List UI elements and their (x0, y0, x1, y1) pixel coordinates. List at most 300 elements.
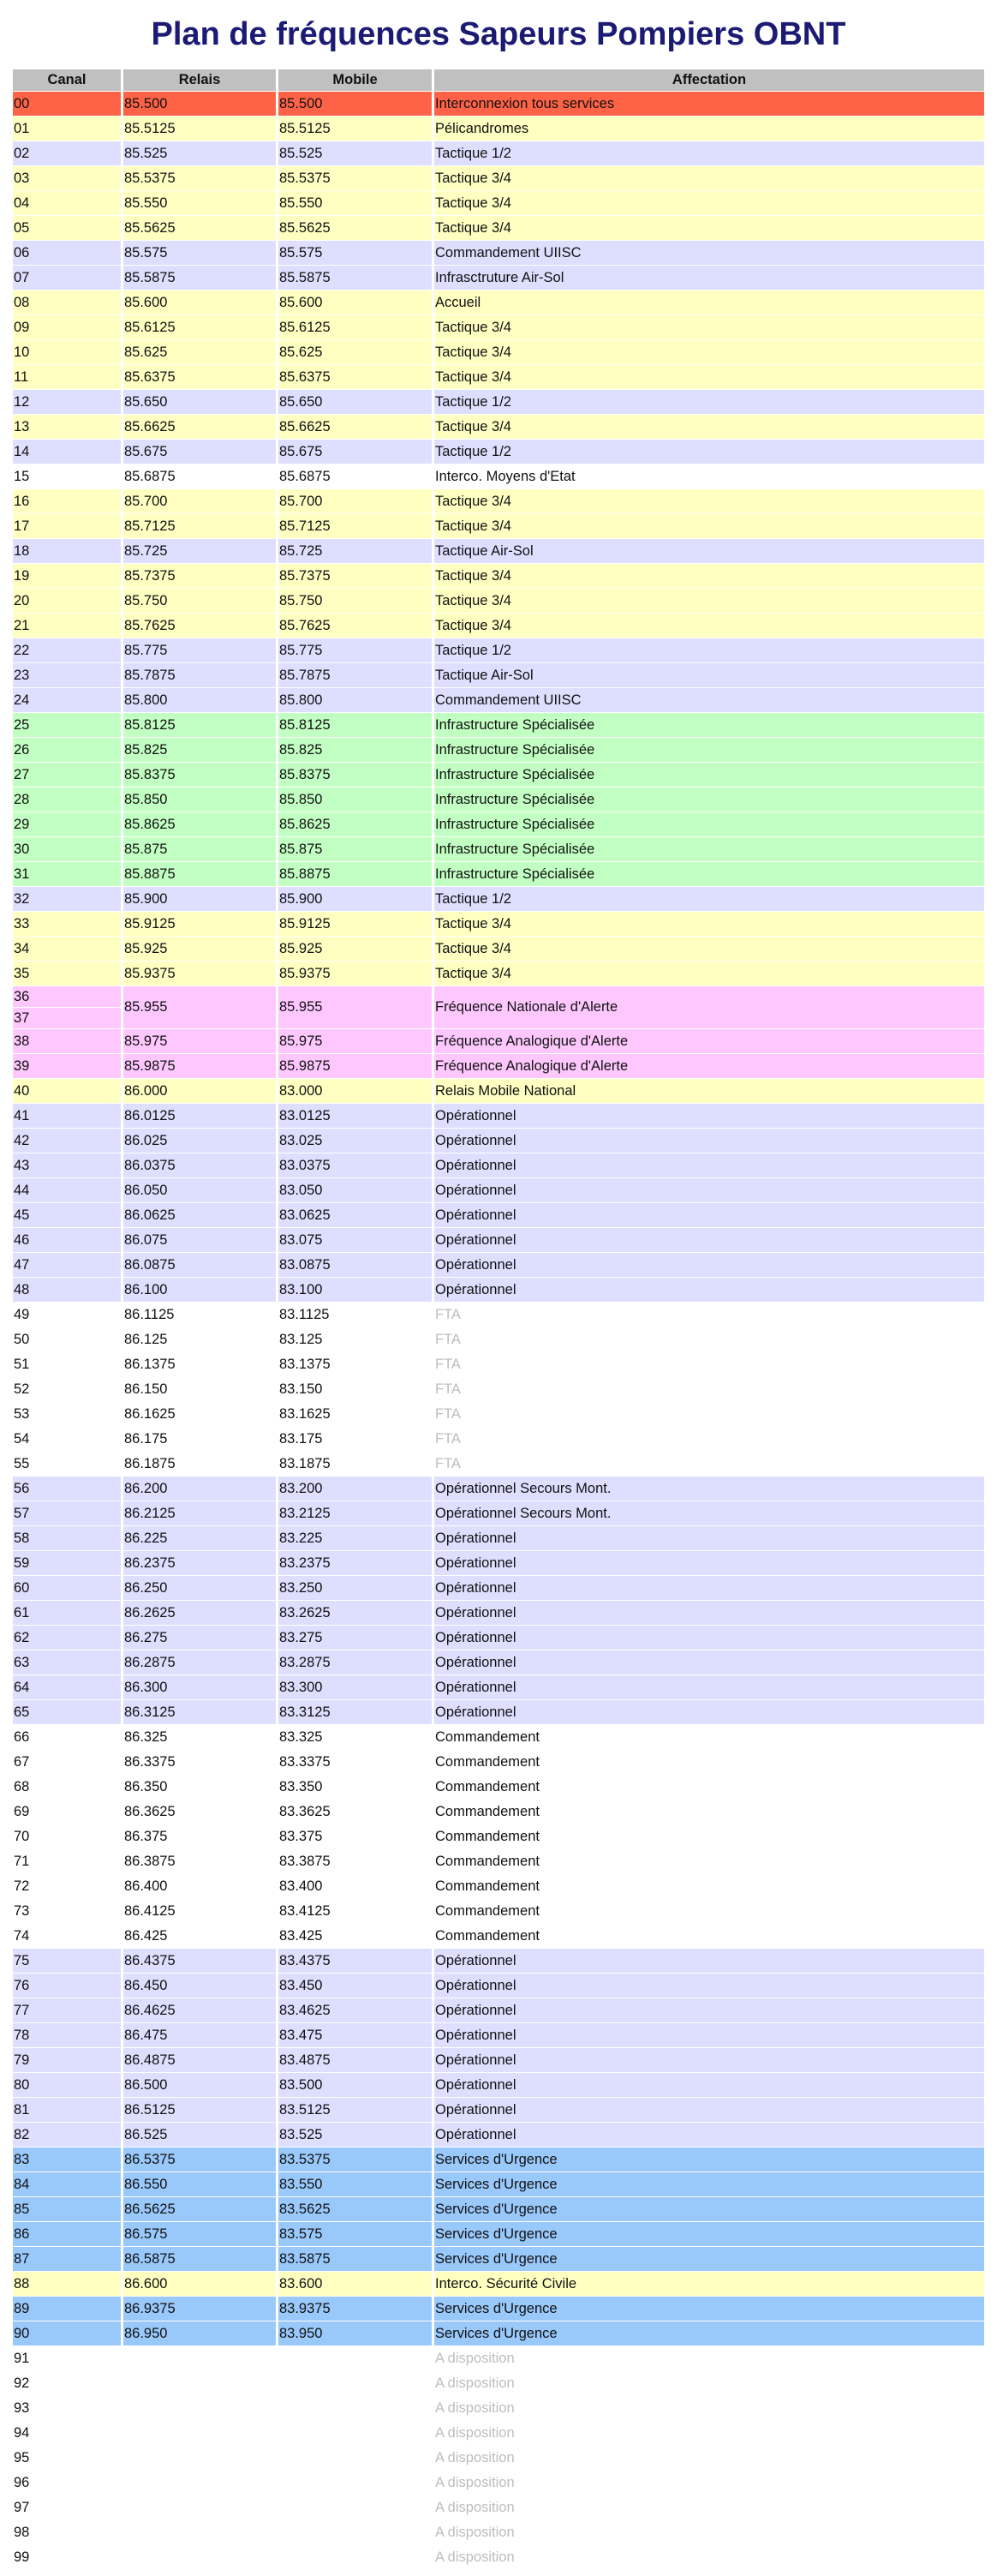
cell-affectation: Relais Mobile National (434, 1079, 984, 1103)
cell-affectation: Infrastructure Spécialisée (434, 763, 984, 787)
cell-canal: 98 (14, 2524, 30, 2540)
table-row (13, 415, 984, 439)
table-row (13, 1526, 984, 1550)
cell-relais: 85.700 (123, 489, 276, 513)
cell-affectation: Services d'Urgence (434, 2148, 984, 2172)
cell-canal: 06 (13, 241, 121, 265)
cell-affectation: Opérationnel (434, 1104, 984, 1128)
table-row (13, 564, 984, 588)
cell-mobile: 85.7375 (278, 564, 432, 588)
cell-affectation: Opérationnel (434, 1626, 984, 1650)
cell-canal: 07 (13, 266, 121, 290)
cell-affectation: Tactique 3/4 (434, 415, 984, 439)
cell-canal: 76 (13, 1974, 121, 1998)
cell-mobile: 83.4125 (279, 1902, 331, 1919)
cell-relais: 85.575 (123, 241, 276, 265)
table-row (13, 1079, 984, 1103)
cell-affectation: Opérationnel (434, 1974, 984, 1998)
cell-mobile: 83.300 (278, 1675, 432, 1699)
table-row (13, 390, 984, 414)
cell-affectation: Tactique 3/4 (434, 614, 984, 638)
cell-mobile: 83.550 (278, 2172, 432, 2196)
cell-relais: 86.100 (123, 1278, 276, 1302)
cell-canal: 77 (13, 1998, 121, 2022)
cell-relais: 86.4125 (124, 1902, 176, 1919)
cell-relais: 85.7375 (123, 564, 276, 588)
cell-relais: 86.5625 (123, 2197, 276, 2221)
cell-relais: 85.850 (123, 788, 276, 812)
cell-mobile (278, 2446, 432, 2470)
cell-mobile: 85.900 (278, 887, 432, 911)
cell-relais: 86.4875 (123, 2048, 276, 2072)
cell-relais: 86.475 (123, 2023, 276, 2047)
cell-affectation: Opérationnel (434, 1601, 984, 1625)
cell-mobile: 85.625 (278, 340, 432, 364)
cell-relais: 86.500 (123, 2073, 276, 2097)
table-row (13, 1551, 984, 1575)
table-row (13, 1278, 984, 1302)
cell-mobile: 83.2625 (278, 1601, 432, 1625)
cell-relais: 85.5375 (123, 166, 276, 190)
cell-relais (123, 2346, 276, 2370)
table-row (13, 266, 984, 290)
cell-affectation: Opérationnel (434, 2023, 984, 2047)
cell-mobile: 85.7875 (278, 663, 432, 687)
cell-affectation: Tactique 3/4 (434, 912, 984, 936)
table-row (13, 1253, 984, 1277)
cell-affectation: Commandement UIISC (434, 241, 984, 265)
cell-canal: 80 (13, 2073, 121, 2097)
cell-affectation: FTA (435, 1356, 461, 1372)
cell-canal: 41 (13, 1104, 121, 1128)
cell-relais: 86.125 (124, 1331, 168, 1347)
cell-relais: 85.925 (123, 937, 276, 961)
cell-canal: 09 (13, 315, 121, 339)
cell-relais: 86.2125 (123, 1501, 276, 1525)
cell-mobile: 83.025 (278, 1129, 432, 1153)
table-row (13, 141, 984, 165)
cell-affectation: Infrastructure Spécialisée (434, 837, 984, 861)
cell-relais: 85.6875 (124, 468, 176, 484)
cell-canal: 24 (13, 688, 121, 712)
cell-affectation: Tactique 3/4 (434, 166, 984, 190)
cell-canal: 96 (14, 2474, 30, 2490)
cell-affectation: Tactique Air-Sol (434, 663, 984, 687)
cell-canal: 81 (13, 2098, 121, 2122)
cell-canal: 95 (14, 2449, 30, 2465)
cell-canal: 75 (13, 1949, 121, 1973)
cell-mobile: 85.700 (278, 489, 432, 513)
cell-mobile: 83.075 (278, 1228, 432, 1252)
cell-canal: 22 (13, 638, 121, 662)
cell-canal: 49 (14, 1306, 30, 1322)
cell-affectation: Tactique 3/4 (434, 489, 984, 513)
cell-canal: 54 (14, 1430, 30, 1447)
table-row (13, 1303, 984, 1327)
cell-canal: 42 (13, 1129, 121, 1153)
cell-relais: 85.825 (123, 738, 276, 762)
cell-relais: 86.300 (123, 1675, 276, 1699)
cell-affectation: Commandement (435, 1927, 540, 1944)
table-row (13, 912, 984, 936)
cell-relais (123, 2421, 276, 2445)
table-row (13, 1427, 984, 1451)
cell-mobile: 83.425 (279, 1927, 323, 1944)
cell-canal: 27 (13, 763, 121, 787)
table-row (13, 1750, 984, 1774)
cell-canal: 67 (14, 1753, 30, 1770)
cell-affectation: Tactique 3/4 (434, 564, 984, 588)
cell-mobile: 85.975 (278, 1029, 432, 1053)
cell-canal: 89 (13, 2297, 121, 2321)
cell-canal: 17 (13, 514, 121, 538)
cell-relais: 85.750 (123, 589, 276, 613)
cell-affectation: Pélicandromes (434, 117, 984, 141)
table-row (13, 1029, 984, 1053)
cell-mobile: 83.3375 (279, 1753, 331, 1770)
header-affectation: Affectation (434, 69, 984, 91)
cell-mobile: 85.775 (278, 638, 432, 662)
cell-affectation: Interconnexion tous services (434, 92, 984, 116)
table-row (13, 2421, 984, 2445)
cell-mobile: 85.800 (278, 688, 432, 712)
cell-relais: 85.9375 (123, 962, 276, 985)
cell-affectation: Services d'Urgence (434, 2222, 984, 2246)
cell-affectation: Opérationnel (434, 1700, 984, 1724)
cell-affectation: Tactique 3/4 (434, 365, 984, 389)
cell-relais: 85.875 (123, 837, 276, 861)
cell-mobile: 83.5625 (278, 2197, 432, 2221)
cell-canal: 72 (14, 1878, 30, 1894)
cell-relais: 85.5875 (123, 266, 276, 290)
cell-affectation: Commandement (435, 1878, 540, 1894)
table-row (13, 1626, 984, 1650)
cell-canal: 66 (14, 1728, 30, 1745)
table-row (13, 962, 984, 985)
cell-canal: 65 (13, 1700, 121, 1724)
cell-mobile: 83.200 (278, 1477, 432, 1501)
table-row (13, 2272, 984, 2296)
cell-affectation: Opérationnel (434, 1178, 984, 1202)
cell-canal: 20 (13, 589, 121, 613)
cell-canal: 73 (14, 1902, 30, 1919)
cell-relais: 85.775 (123, 638, 276, 662)
cell-affectation: Opérationnel (434, 1675, 984, 1699)
cell-canal: 32 (13, 887, 121, 911)
cell-canal: 70 (14, 1828, 30, 1844)
table-row (13, 1974, 984, 1998)
cell-affectation: Tactique 3/4 (434, 962, 984, 985)
cell-canal: 10 (13, 340, 121, 364)
cell-affectation: Fréquence Nationale d'Alerte (434, 986, 984, 1028)
table-row (13, 1203, 984, 1227)
cell-mobile: 83.375 (279, 1828, 323, 1844)
cell-mobile (278, 2421, 432, 2445)
table-row (13, 514, 984, 538)
cell-mobile: 85.5125 (278, 117, 432, 141)
cell-affectation: Interco. Moyens d'Etat (435, 468, 576, 484)
cell-canal: 79 (13, 2048, 121, 2072)
header-relais: Relais (123, 69, 276, 91)
cell-relais: 85.8375 (123, 763, 276, 787)
table-row (13, 1352, 984, 1376)
cell-affectation: Commandement (435, 1803, 540, 1819)
cell-affectation: A disposition (435, 2449, 515, 2465)
cell-canal: 51 (14, 1356, 30, 1372)
cell-affectation: Commandement UIISC (434, 688, 984, 712)
table-row (13, 464, 984, 488)
table-row (13, 2148, 984, 2172)
table-row (13, 2197, 984, 2221)
cell-affectation: Infrastructure Spécialisée (434, 862, 984, 886)
cell-mobile: 85.725 (278, 539, 432, 563)
cell-mobile (278, 2545, 432, 2569)
cell-mobile: 83.0125 (278, 1104, 432, 1128)
cell-mobile: 83.1875 (279, 1455, 331, 1471)
cell-affectation: FTA (435, 1331, 461, 1347)
cell-relais: 85.600 (123, 291, 276, 315)
cell-mobile: 83.5125 (278, 2098, 432, 2122)
cell-relais: 86.325 (124, 1728, 168, 1745)
cell-affectation: Commandement (435, 1778, 540, 1794)
cell-mobile: 83.4875 (278, 2048, 432, 2072)
cell-canal: 02 (13, 141, 121, 165)
table-row (13, 2073, 984, 2097)
cell-mobile (278, 2396, 432, 2420)
cell-canal: 11 (13, 365, 121, 389)
cell-affectation: Commandement (435, 1728, 540, 1745)
cell-relais: 86.525 (123, 2123, 276, 2147)
cell-mobile: 83.000 (278, 1079, 432, 1103)
table-row (13, 1601, 984, 1625)
cell-relais: 86.275 (123, 1626, 276, 1650)
table-row (13, 1800, 984, 1824)
cell-relais: 85.650 (123, 390, 276, 414)
cell-relais: 86.200 (123, 1477, 276, 1501)
cell-canal: 55 (14, 1455, 30, 1471)
cell-canal: 83 (13, 2148, 121, 2172)
cell-mobile: 83.1375 (279, 1356, 331, 1372)
cell-relais: 85.7875 (123, 663, 276, 687)
cell-affectation: Commandement (435, 1753, 540, 1770)
table-row (13, 1104, 984, 1128)
cell-affectation: Tactique 3/4 (434, 589, 984, 613)
cell-mobile: 83.325 (279, 1728, 323, 1745)
cell-relais: 86.5125 (123, 2098, 276, 2122)
table-row (13, 1949, 984, 1973)
cell-canal: 15 (14, 468, 30, 484)
table-row (13, 1874, 984, 1898)
cell-mobile: 85.500 (278, 92, 432, 116)
cell-canal: 33 (13, 912, 121, 936)
cell-mobile: 83.600 (278, 2272, 432, 2296)
table-row (13, 365, 984, 389)
cell-canal: 52 (14, 1381, 30, 1397)
cell-mobile: 83.2875 (278, 1650, 432, 1674)
cell-mobile (278, 2371, 432, 2395)
table-row (13, 2123, 984, 2147)
cell-affectation: Opérationnel (434, 1576, 984, 1600)
cell-mobile: 83.1625 (279, 1405, 331, 1422)
cell-relais: 86.0625 (123, 1203, 276, 1227)
cell-mobile: 85.875 (278, 837, 432, 861)
cell-relais: 86.400 (124, 1878, 168, 1894)
cell-relais: 86.2375 (123, 1551, 276, 1575)
cell-affectation: A disposition (435, 2499, 515, 2515)
cell-relais (123, 2471, 276, 2495)
cell-canal: 50 (14, 1331, 30, 1347)
table-row (13, 788, 984, 812)
table-row (13, 763, 984, 787)
table-row (13, 688, 984, 712)
table-row (13, 589, 984, 613)
cell-relais: 86.3625 (124, 1803, 176, 1819)
cell-mobile: 83.275 (278, 1626, 432, 1650)
cell-affectation: A disposition (435, 2424, 515, 2441)
table-row (13, 1650, 984, 1674)
cell-mobile: 85.5375 (278, 166, 432, 190)
cell-mobile: 83.350 (279, 1778, 323, 1794)
table-row (13, 2446, 984, 2470)
cell-mobile: 83.4375 (278, 1949, 432, 1973)
cell-canal: 85 (13, 2197, 121, 2221)
cell-canal: 28 (13, 788, 121, 812)
cell-canal: 62 (13, 1626, 121, 1650)
cell-affectation: Tactique 1/2 (434, 440, 984, 464)
cell-mobile: 83.175 (279, 1430, 323, 1447)
cell-relais (123, 2371, 276, 2395)
cell-canal: 30 (13, 837, 121, 861)
cell-relais: 85.725 (123, 539, 276, 563)
cell-canal: 46 (13, 1228, 121, 1252)
cell-canal: 45 (13, 1203, 121, 1227)
cell-mobile: 85.6375 (278, 365, 432, 389)
cell-canal: 29 (13, 812, 121, 836)
cell-relais: 86.4625 (123, 1998, 276, 2022)
cell-mobile: 83.9375 (278, 2297, 432, 2321)
cell-relais: 85.7625 (123, 614, 276, 638)
cell-canal: 34 (13, 937, 121, 961)
cell-relais (123, 2396, 276, 2420)
cell-canal: 59 (13, 1551, 121, 1575)
cell-relais: 86.350 (124, 1778, 168, 1794)
cell-canal: 47 (13, 1253, 121, 1277)
cell-mobile (278, 2495, 432, 2519)
cell-affectation: Commandement (435, 1828, 540, 1844)
table-row (13, 1700, 984, 1724)
cell-affectation: Commandement (435, 1902, 540, 1919)
cell-relais: 86.1375 (124, 1356, 176, 1372)
cell-mobile: 85.6125 (278, 315, 432, 339)
table-row (13, 1775, 984, 1799)
cell-canal: 94 (14, 2424, 30, 2441)
cell-mobile: 85.9375 (278, 962, 432, 985)
cell-mobile: 83.4625 (278, 1998, 432, 2022)
table-row (13, 1402, 984, 1426)
cell-mobile: 83.400 (279, 1878, 323, 1894)
cell-canal: 61 (13, 1601, 121, 1625)
cell-relais: 86.025 (123, 1129, 276, 1153)
table-row (13, 2048, 984, 2072)
table-row (13, 2172, 984, 2196)
table-row (13, 166, 984, 190)
table-row (13, 2545, 984, 2569)
cell-mobile: 85.850 (278, 788, 432, 812)
cell-canal: 26 (13, 738, 121, 762)
cell-mobile: 85.925 (278, 937, 432, 961)
cell-relais (123, 2545, 276, 2569)
table-row (13, 1899, 984, 1923)
cell-affectation: Services d'Urgence (434, 2172, 984, 2196)
cell-relais: 85.6375 (123, 365, 276, 389)
cell-mobile: 85.6875 (279, 468, 331, 484)
cell-canal: 08 (13, 291, 121, 315)
cell-relais: 86.5875 (123, 2247, 276, 2271)
header-mobile: Mobile (278, 69, 432, 91)
cell-affectation: Tactique 3/4 (434, 937, 984, 961)
cell-mobile: 83.225 (278, 1526, 432, 1550)
table-row (13, 2321, 984, 2345)
cell-canal: 48 (13, 1278, 121, 1302)
cell-mobile: 83.050 (278, 1178, 432, 1202)
table-row (13, 1998, 984, 2022)
cell-canal: 87 (13, 2247, 121, 2271)
table-row (13, 986, 984, 1007)
cell-mobile: 85.650 (278, 390, 432, 414)
cell-affectation: Services d'Urgence (434, 2297, 984, 2321)
cell-mobile: 85.525 (278, 141, 432, 165)
table-row (13, 638, 984, 662)
cell-canal: 13 (13, 415, 121, 439)
table-row (13, 2098, 984, 2122)
cell-affectation: Services d'Urgence (434, 2321, 984, 2345)
table-row (13, 216, 984, 240)
cell-affectation: Services d'Urgence (434, 2197, 984, 2221)
cell-affectation: FTA (435, 1381, 461, 1397)
cell-canal: 91 (14, 2350, 30, 2366)
cell-relais: 86.4375 (123, 1949, 276, 1973)
table-row (13, 1178, 984, 1202)
cell-mobile: 85.7125 (278, 514, 432, 538)
table-row (13, 614, 984, 638)
cell-affectation: Infrasctruture Air-Sol (434, 266, 984, 290)
cell-relais: 85.900 (123, 887, 276, 911)
cell-canal: 93 (14, 2399, 30, 2416)
cell-relais (123, 2446, 276, 2470)
cell-affectation: Opérationnel (434, 1551, 984, 1575)
cell-canal: 19 (13, 564, 121, 588)
cell-affectation: FTA (435, 1306, 461, 1322)
cell-affectation: Fréquence Analogique d'Alerte (434, 1054, 984, 1078)
cell-affectation: Opérationnel (434, 1526, 984, 1550)
cell-affectation: Infrastructure Spécialisée (434, 812, 984, 836)
table-row (13, 2371, 984, 2395)
cell-relais: 85.8625 (123, 812, 276, 836)
cell-relais: 86.1625 (124, 1405, 176, 1422)
cell-mobile: 83.525 (278, 2123, 432, 2147)
cell-relais: 85.7125 (123, 514, 276, 538)
cell-relais: 86.0125 (123, 1104, 276, 1128)
cell-affectation: Tactique 1/2 (434, 887, 984, 911)
cell-affectation: Commandement (435, 1853, 540, 1869)
cell-canal: 16 (13, 489, 121, 513)
cell-canal: 86 (13, 2222, 121, 2246)
cell-affectation: A disposition (435, 2375, 515, 2391)
cell-relais: 85.975 (123, 1029, 276, 1053)
table-row (13, 1849, 984, 1873)
cell-mobile: 85.575 (278, 241, 432, 265)
table-row (13, 1054, 984, 1078)
